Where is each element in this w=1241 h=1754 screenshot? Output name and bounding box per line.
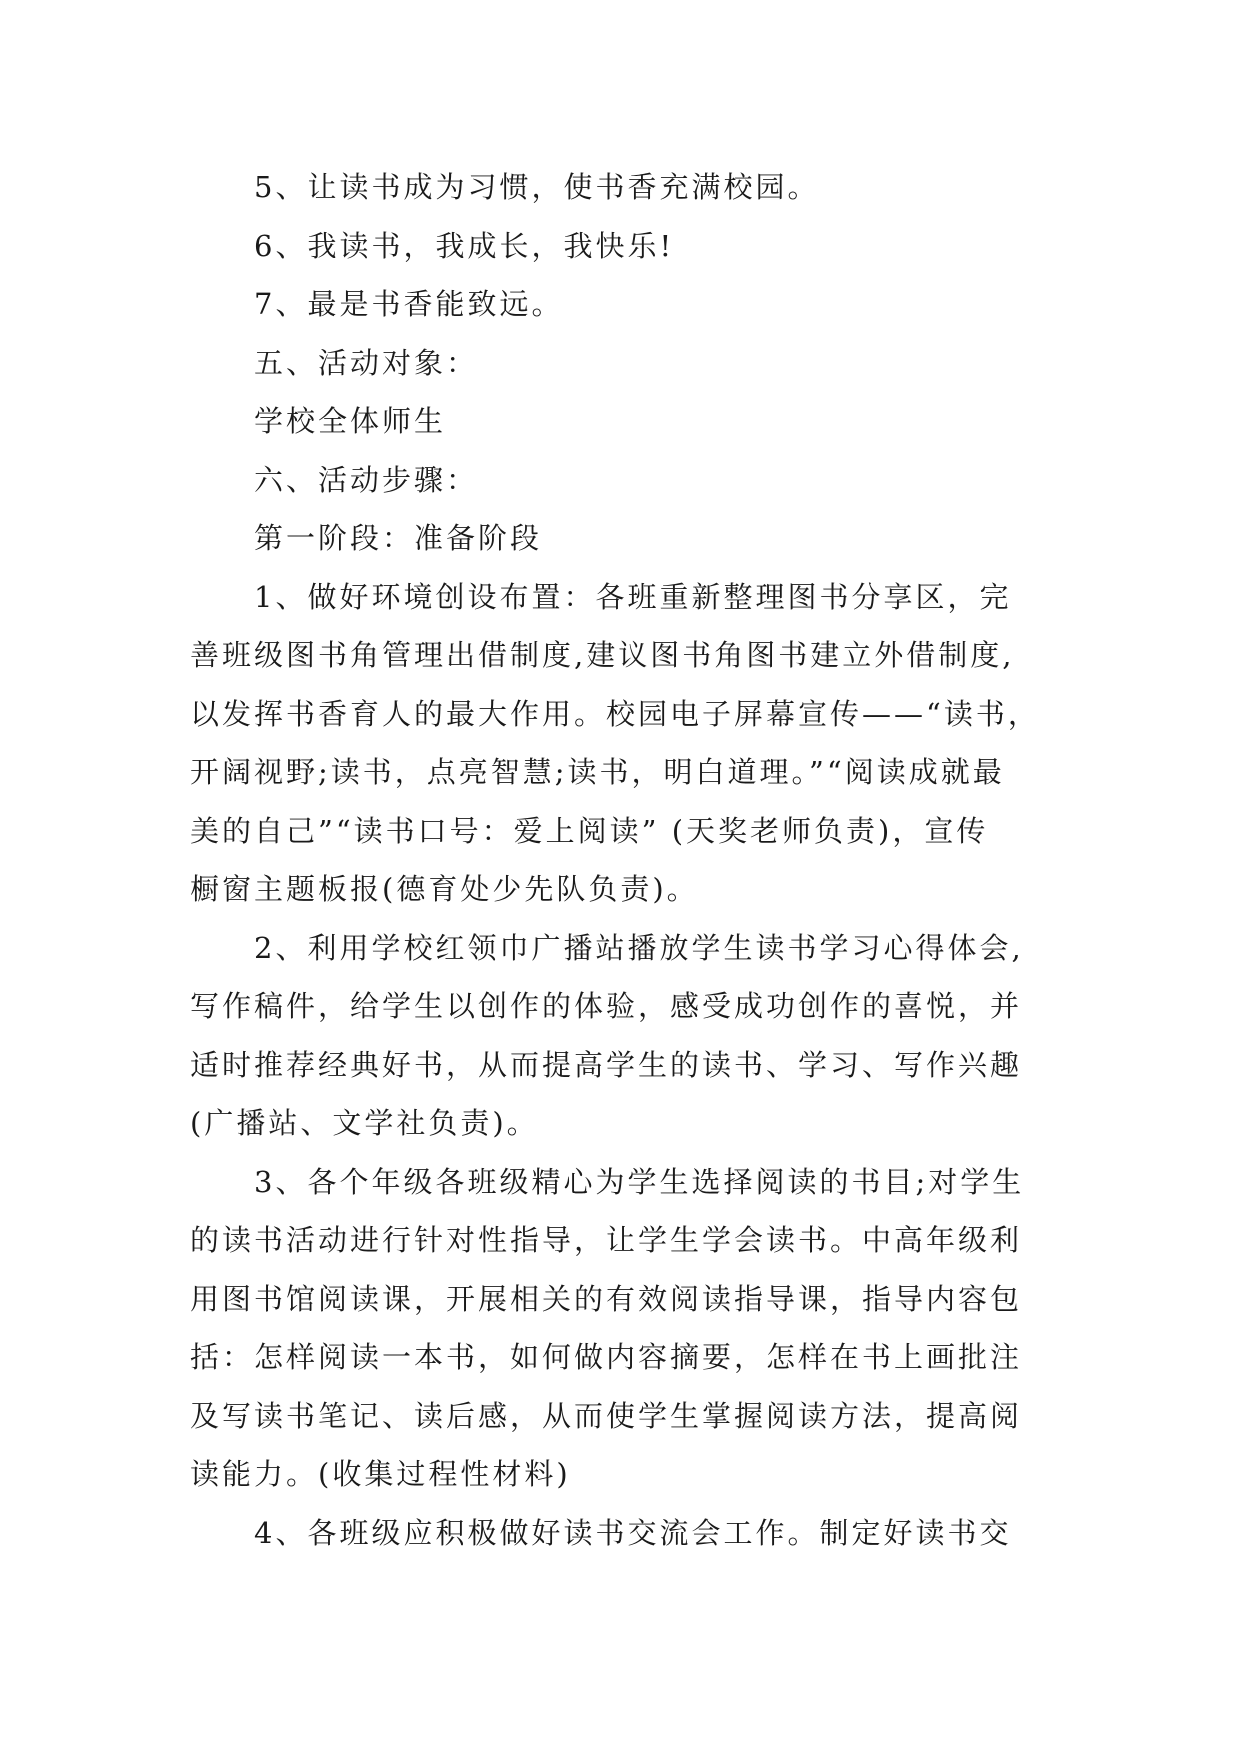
slogan-line-5: 5、让读书成为习惯，使书香充满校园。 (254, 170, 820, 204)
paragraph-line: 美的自己”“读书口号：爱上阅读” (天奖老师负责)，宣传 (190, 813, 989, 848)
paragraph-environment-setup (190, 568, 1052, 919)
paragraph-line: 4、各班级应积极做好读书交流会工作。制定好读书交 (254, 1515, 1012, 1550)
paragraph-line: 橱窗主题板报(德育处少先队负责)。 (190, 872, 699, 906)
paragraph-line: 1、做好环境创设布置：各班重新整理图书分享区，完 (254, 579, 1012, 614)
section-heading-activity-steps: 六、活动步骤： (254, 462, 479, 497)
paragraph-line: 开阔视野;读书，点亮智慧;读书，明白道理。”“阅读成就最 (190, 755, 1005, 789)
paragraph-line: 善班级图书角管理出借制度,建议图书角图书建立外借制度, (190, 638, 1015, 672)
paragraph-line: 以发挥书香育人的最大作用。校园电子屏幕宣传——“读书， (190, 696, 1040, 731)
paragraph-line: 3、各个年级各班级精心为学生选择阅读的书目;对学生 (254, 1164, 1025, 1199)
paragraph-line: 及写读书笔记、读后感，从而使学生掌握阅读方法，提高阅 (190, 1398, 1023, 1433)
stage-heading-preparation: 第一阶段：准备阶段 (254, 521, 543, 555)
paragraph-line: 括：怎样阅读一本书，如何做内容摘要，怎样在书上画批注 (190, 1340, 1023, 1374)
paragraph-line: 的读书活动进行针对性指导，让学生学会读书。中高年级利 (190, 1223, 1023, 1257)
section-heading-activity-target: 五、活动对象： (254, 345, 479, 380)
paragraph-broadcast-station (190, 919, 1052, 1153)
paragraph-line: (广播站、文学社负责)。 (190, 1106, 539, 1140)
paragraph-reading-exchange (190, 1504, 1052, 1563)
paragraph-line: 读能力。(收集过程性材料) (190, 1457, 571, 1491)
document-body (190, 158, 1052, 1562)
paragraph-line: 用图书馆阅读课，开展相关的有效阅读指导课，指导内容包 (190, 1281, 1023, 1316)
slogan-line-7: 7、最是书香能致远。 (254, 287, 564, 321)
slogan-line-6: 6、我读书，我成长，我快乐! (254, 228, 675, 263)
paragraph-reading-guidance (190, 1153, 1052, 1504)
activity-target-text: 学校全体师生 (254, 404, 447, 438)
paragraph-line: 适时推荐经典好书，从而提高学生的读书、学习、写作兴趣 (190, 1047, 1023, 1082)
paragraph-line: 2、利用学校红领巾广播站播放学生读书学习心得体会, (254, 930, 1024, 965)
paragraph-line: 写作稿件，给学生以创作的体验，感受成功创作的喜悦，并 (190, 989, 1023, 1023)
